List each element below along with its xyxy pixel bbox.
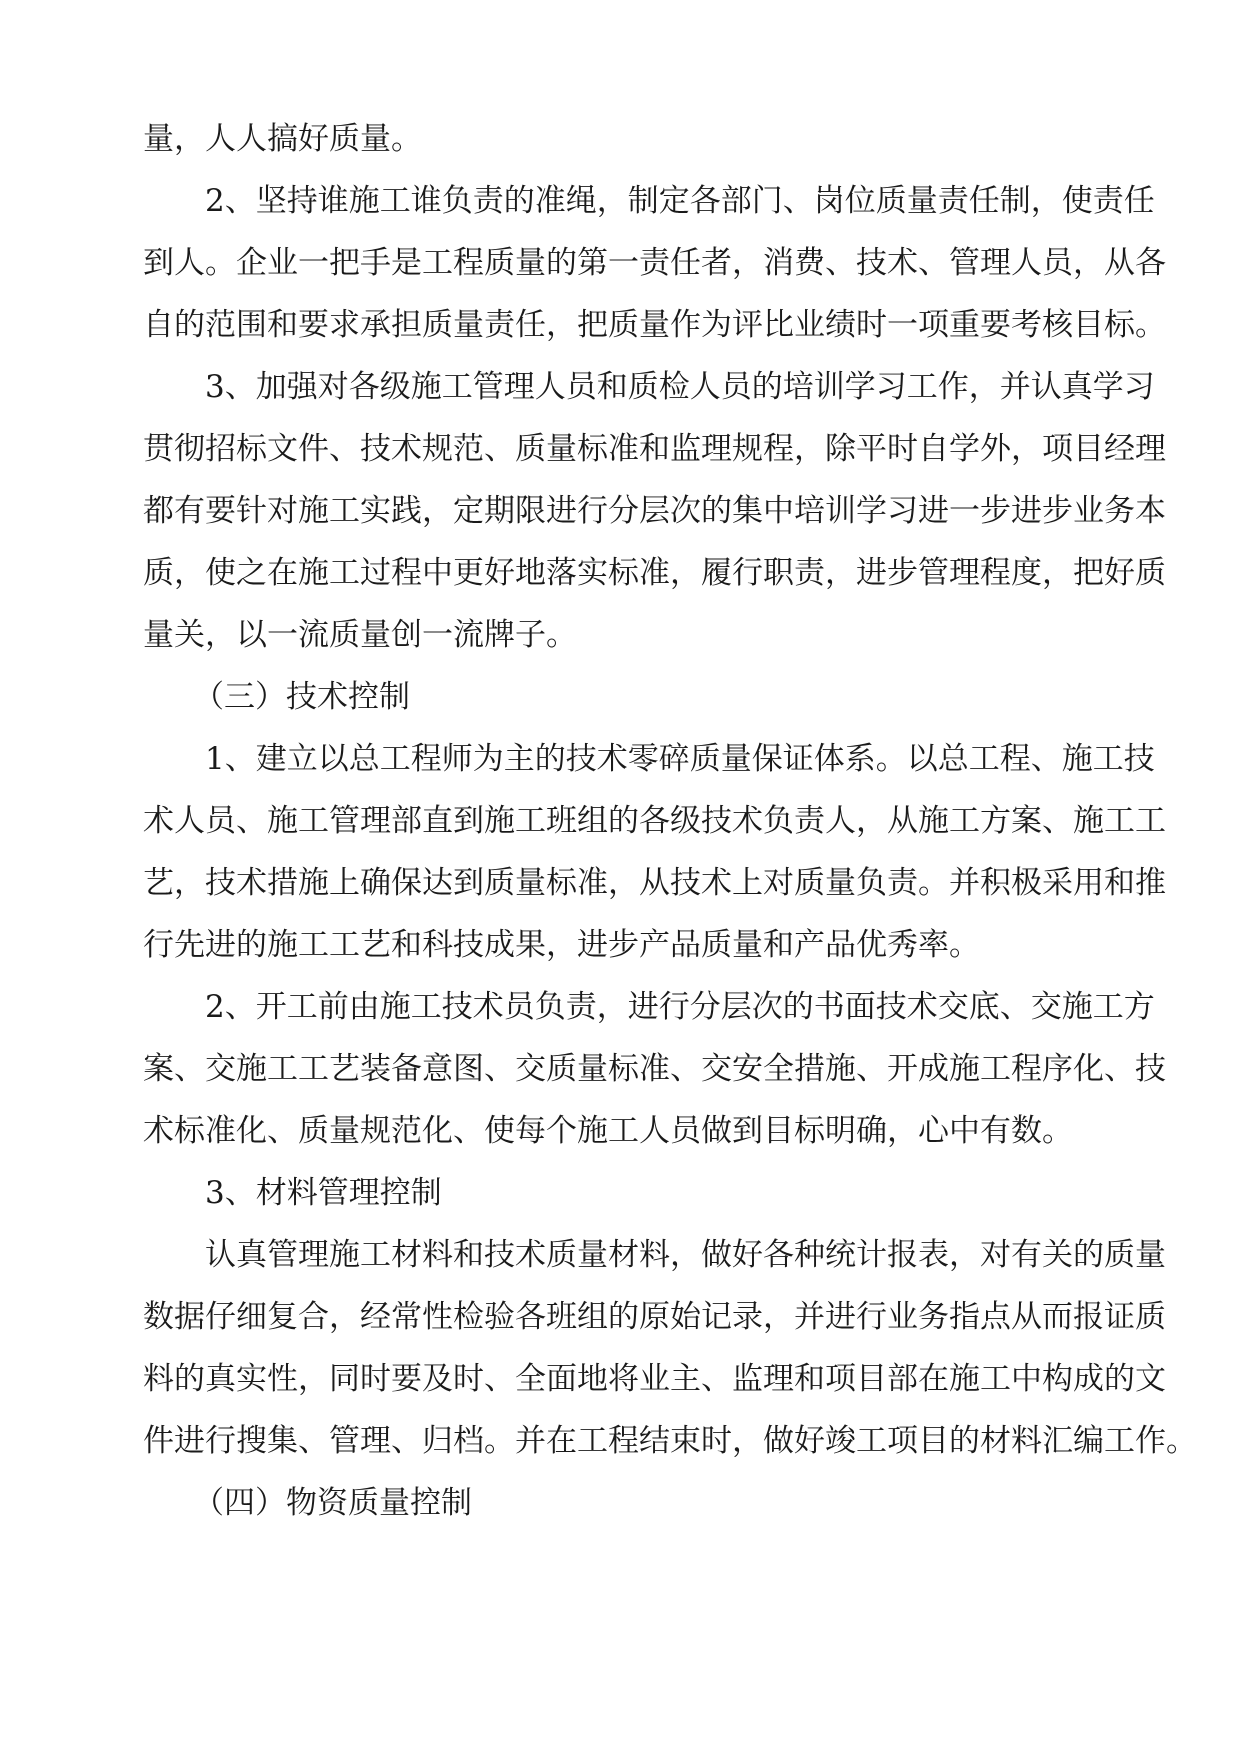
- text-line-5: 3、加强对各级施工管理人员和质检人员的培训学习工作，并认真学习: [205, 369, 1155, 405]
- text-line-22: 件进行搜集、管理、归档。并在工程结束时，做好竣工项目的材料汇编工作。: [143, 1423, 1197, 1459]
- text-line-17: 术标准化、质量规范化、使每个施工人员做到目标明确，心中有数。: [143, 1113, 1073, 1149]
- text-line-3: 到人。企业一把手是工程质量的第一责任者，消费、技术、管理人员，从各: [143, 245, 1166, 281]
- text-line-21: 料的真实性，同时要及时、全面地将业主、监理和项目部在施工中构成的文: [143, 1361, 1166, 1397]
- text-line-11: 1、建立以总工程师为主的技术零碎质量保证体系。以总工程、施工技: [205, 741, 1155, 777]
- text-line-13: 艺，技术措施上确保达到质量标准，从技术上对质量负责。并积极采用和推: [143, 865, 1166, 901]
- text-line-9: 量关，以一流质量创一流牌子。: [143, 617, 577, 653]
- subheading-material-control: 3、材料管理控制: [205, 1175, 442, 1211]
- text-line-4: 自的范围和要求承担质量责任，把质量作为评比业绩时一项重要考核目标。: [143, 307, 1166, 343]
- text-line-16: 案、交施工工艺装备意图、交质量标准、交安全措施、开成施工程序化、技: [143, 1051, 1166, 1087]
- text-line-19: 认真管理施工材料和技术质量材料，做好各种统计报表，对有关的质量: [205, 1237, 1166, 1273]
- text-line-12: 术人员、施工管理部直到施工班组的各级技术负责人，从施工方案、施工工: [143, 803, 1166, 839]
- section-heading-technical-control: （三）技术控制: [193, 679, 410, 715]
- text-line-6: 贯彻招标文件、技术规范、质量标准和监理规程，除平时自学外，项目经理: [143, 431, 1166, 467]
- section-heading-material-quality: （四）物资质量控制: [193, 1485, 472, 1521]
- text-line-8: 质，使之在施工过程中更好地落实标准，履行职责，进步管理程度，把好质: [143, 555, 1166, 591]
- text-line-7: 都有要针对施工实践，定期限进行分层次的集中培训学习进一步进步业务本: [143, 493, 1166, 529]
- text-line-14: 行先进的施工工艺和科技成果，进步产品质量和产品优秀率。: [143, 927, 980, 963]
- text-line-2: 2、坚持谁施工谁负责的准绳，制定各部门、岗位质量责任制，使责任: [205, 183, 1155, 219]
- text-line-1: 量，人人搞好质量。: [143, 121, 422, 157]
- text-line-20: 数据仔细复合，经常性检验各班组的原始记录，并进行业务指点从而报证质: [143, 1299, 1166, 1335]
- text-line-15: 2、开工前由施工技术员负责，进行分层次的书面技术交底、交施工方: [205, 989, 1155, 1025]
